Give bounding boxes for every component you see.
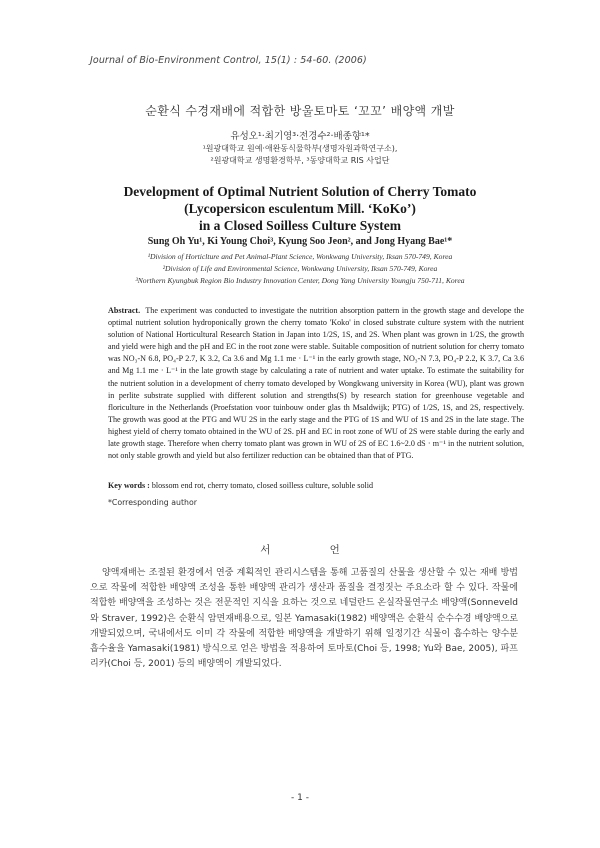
abstract-text: The experiment was conducted to investigate the nutrition absorption pattern in the growth stage and develope the optimal nutrient solution hydroponically grown the cherry tomato 'Koko' in closed substrate culture system with the nutrient solution of National Horticultural Research Station in Japan into 1/2S, 1S, and 2S. When plant was grown in 1/2S, the growth and yield were high and the pH and EC in the root zone were stable. Suitable composition of nutrient solution for cherry tomato was NO₃-N 6.8, PO₄-P 2.7, K 3.2, Ca 3.6 and Mg 1.1 me · L⁻¹ in the early growth stage, NO₃-N 7.3, PO₄-P 2.2, K 3.7, Ca 3.6 and Mg 1.1 me · L⁻¹ in the late growth stage by calculating a rate of nutrient and water uptake. To estimate the suitability for the nutrient solution in a development of cherry tomato developed by Wongkwang university in Korea (WU), plant was grown in perlite substrate supplied with different solution and strengths(S) by research station for greenhouse vegetable and floriculture in the Netherlands (Proefstation voor tuinbouw onder glas th Msaldwijk; PTG) of 1/2S, 1S, and 2S, respectively. The growth was good at the PTG and WU 2S in the early stage and the PTG of 1S and WU of 1S and 2S in the late stage. The highest yield of cherry tomato obtained in the WU of 2S. pH and EC in root zone of WU of 2S were stable during the early and late growth stage. Therefore when cherry tomato plant was grown in WU of 2S of EC 1.6~2.0 dS · m⁻¹ in the nutrient solution, not only stable growth and yield but also fertilizer reduction can be obtained than that of PTG. [108,306,525,461]
abstract-label: Abstract. [108,306,141,315]
page-number: - 1 - [291,793,309,803]
korean-affiliation-1: ¹원광대학교 원예·애완동식물학부(생명자원과학연구소), [202,144,398,153]
introduction-heading: 서 언 [260,544,368,556]
english-affiliation-2: ²Division of Life and Environmental Science, Wonkwang University, Iksan 570-749, Korea [162,264,438,273]
keywords [108,481,528,490]
korean-title: 순환식 수경재배에 적합한 방울토마토 ‘꼬꼬’ 배양액 개발 [145,104,455,118]
introduction-paragraph [90,566,518,672]
abstract [108,305,524,462]
english-affiliation-3: ³Northern Kyungbuk Region Bio Industry Innovation Center, Dong Yang University Youngju 750-711, Korea [135,276,465,285]
journal-citation: Journal of Bio-Environment Control, 15(1) : 54-60. (2006) [90,55,367,66]
corresponding-author-note: *Corresponding author [108,498,197,507]
korean-authors: 유성오¹·최기영³·전경수²·배종향¹* [230,131,370,142]
english-title-line-1: Development of Optimal Nutrient Solution of Cherry Tomato [123,184,477,199]
keywords-label: Key words : [108,481,150,490]
introduction-text: 양액재배는 조절된 환경에서 연중 계획적인 관리시스템을 통해 고품질의 산물을 생산할 수 있는 재배 방법으로 작물에 적합한 배양액 조성을 통한 배양액 관리가 생산과 품질을 결정짓는 주요소라 할 수 있다. 작물에 적합한 배양액을 조성하는 것은 전문적인 지식을 요하는 것으로 네덜란드 온실작물연구소 배양액(Sonneveld와 Straver, 1992)은 순환식 암면재배용으로, 일본 Yamasaki(1982) 배양액은 순환식 순수수경 배양액으로 개발되었으며, 국내에서도 이미 각 작물에 적합한 배양액을 개발하기 위해 일정기간 식물이 흡수하는 양수분 흡수율을 Yamasaki(1981) 방식으로 얻은 방법을 적용하여 토마토(Choi 등, 1998; Yu와 Bae, 2005), 파프리카(Choi 등, 2001) 등의 배양액이 개발되었다. [90,568,518,670]
english-affiliation-1: ¹Division of Horticlture and Pet Animal-Plant Science, Wonkwang University, Iksan 570-749, Korea [147,252,453,261]
korean-affiliation-2: ²원광대학교 생명환경학부, ³동양대학교 RIS 사업단 [210,156,390,165]
english-authors: Sung Oh Yu¹, Ki Young Choi³, Kyung Soo Jeon², and Jong Hyang Bae¹* [147,236,453,247]
english-title-line-2: (Lycopersicon esculentum Mill. ‘KoKo’) [184,201,416,216]
keywords-text: blossom end rot, cherry tomato, closed soilless culture, soluble solid [151,481,374,490]
english-title-line-3: in a Closed Soilless Culture System [199,218,401,233]
